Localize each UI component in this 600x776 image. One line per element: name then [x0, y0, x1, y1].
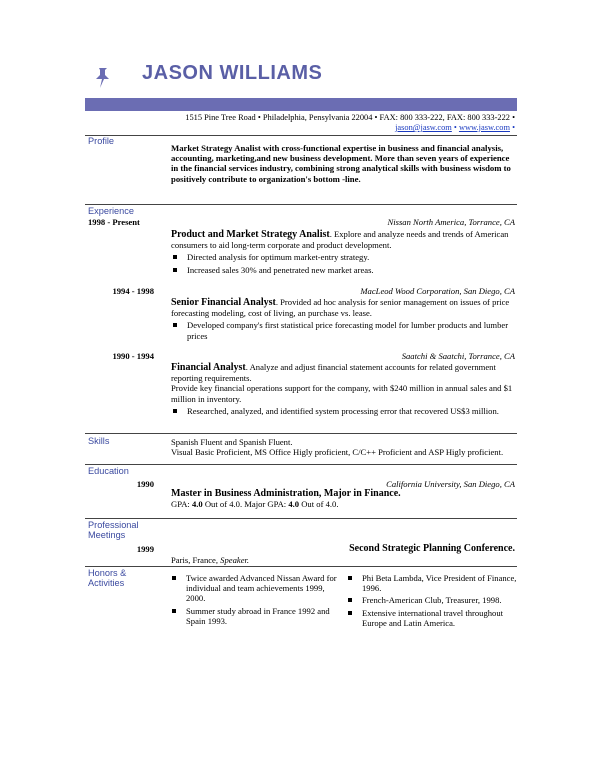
header-accent-bar [85, 98, 517, 111]
honors-heading-line1: Honors & [88, 568, 127, 578]
education-school: California University, San Diego, CA [386, 479, 515, 489]
job-title: Senior Financial Analyst [171, 297, 276, 308]
job-dates: 1990 - 1994 [112, 351, 154, 361]
meeting-location: Paris, France, [171, 555, 221, 565]
gpa-out-of: Out of 4.0. Major GPA: [202, 499, 289, 510]
list-item: Developed company's first statistical price forecasting model for lumber products and lumber prices [171, 320, 517, 340]
honors-right-list [346, 573, 518, 628]
gpa-label: GPA: [171, 499, 192, 510]
list-item: Summer study abroad in France 1992 and Spain 1993. [170, 606, 340, 626]
honors-left-column [170, 571, 340, 628]
degree-end: . [398, 488, 401, 499]
job-description: . Analyze and adjust financial statement accounts for related government reporting requirements. [171, 362, 496, 384]
profile-text: Market Strategy Analist with cross-functional expertise in business and financial analysis, accounting, marketing,and new business development. More than seven years of experience in the financial services industry, combining strong analytical skills with business wisdom to positively contribute to organization's bottom -line. [171, 143, 511, 184]
experience-heading: Experience [88, 206, 134, 216]
degree-title: Master in Business Administration, Major in Finance [171, 488, 399, 499]
honors-right-column [346, 571, 518, 630]
job-description-extra: Provide key financial operations support for the company, with $240 million in annual sales and $1 million in inventory. [171, 383, 513, 404]
job-bullets [171, 252, 517, 274]
job-dates: 1998 - Present [88, 217, 140, 227]
meetings-heading-line1: Professional [88, 520, 139, 530]
meeting-role: Speaker. [220, 555, 250, 565]
job-bullets [171, 406, 517, 416]
job-entry [171, 229, 517, 277]
job-title: Financial Analyst [171, 362, 246, 373]
section-divider [85, 518, 517, 519]
major-gpa-out-of: Out of 4.0. [299, 499, 339, 510]
list-item: Increased sales 30% and penetrated new market areas. [171, 265, 517, 275]
skills-heading: Skills [88, 436, 110, 446]
major-gpa-value: 4.0 [288, 499, 300, 510]
meeting-place [171, 555, 517, 565]
education-heading: Education [88, 466, 129, 476]
address-line: 1515 Pine Tree Road • Philadelphia, Pensylvania 22004 • FAX: 800 333-222, FAX: 800 333-222 • [185, 113, 515, 122]
list-item: Twice awarded Advanced Nissan Award for individual and team achievements 1999, 2000. [170, 573, 340, 604]
honors-heading [88, 568, 126, 588]
job-entry [171, 362, 517, 418]
candidate-name: JASON WILLIAMS [142, 62, 323, 84]
list-item: Researched, analyzed, and identified system processing error that recovered US$3 million. [171, 406, 517, 416]
separator: • [451, 123, 459, 132]
list-item: French-American Club, Treasurer, 1998. [346, 595, 518, 605]
website-link[interactable]: www.jasw.com [458, 123, 510, 132]
skills-text [171, 437, 506, 457]
skills-technical: Visual Basic Proficient, MS Office Higly proficient, C/C++ Proficient and ASP Higly proficient. [171, 447, 504, 458]
job-employer: Nissan North America, Torrance, CA [387, 217, 515, 227]
section-divider [85, 566, 517, 567]
job-title: Product and Market Strategy Analist [171, 229, 330, 240]
section-divider [85, 204, 517, 205]
list-item: Directed analysis for optimum market-entry strategy. [171, 252, 517, 262]
job-entry [171, 297, 517, 343]
section-divider [85, 135, 517, 136]
list-item: Phi Beta Lambda, Vice President of Finance, 1996. [346, 573, 518, 593]
conference-title [349, 544, 515, 554]
meeting-year: 1999 [136, 544, 154, 554]
gpa-value: 4.0 [191, 499, 203, 510]
job-description: . Provided ad hoc analysis for senior management on issues of price forecasting modeling, cost of living, an purchase vs. lease. [171, 297, 510, 319]
job-employer: MacLeod Wood Corporation, San Diego, CA [360, 286, 515, 296]
meetings-heading [88, 520, 139, 540]
section-divider [85, 433, 517, 434]
honors-left-list [170, 573, 340, 626]
gpa-line [171, 499, 517, 509]
meetings-heading-line2: Meetings [88, 530, 126, 541]
education-entry [171, 489, 517, 509]
pushpin-icon [92, 66, 116, 92]
section-divider [85, 464, 517, 465]
education-year: 1990 [136, 479, 154, 489]
contact-links: jason@jasw.com • www.jasw.com • [395, 123, 515, 132]
skills-languages: Spanish Fluent and Spanish Fluent. [171, 437, 293, 447]
conference-end: . [512, 543, 515, 554]
profile-heading: Profile [88, 136, 115, 146]
job-description: . Explore and analyze needs and trends of American consumers to aid long-term corporate and product development. [171, 229, 509, 251]
list-item: Extensive international travel throughout Europe and Latin America. [346, 608, 518, 628]
degree-line [171, 489, 517, 499]
conference-name: Second Strategic Planning Conference [349, 543, 513, 554]
honors-heading-line2: Activities [88, 578, 125, 589]
job-dates: 1994 - 1998 [112, 286, 154, 296]
email-link[interactable]: jason@jasw.com [395, 123, 452, 132]
job-employer: Saatchi & Saatchi, Torrance, CA [401, 351, 515, 361]
job-bullets [171, 320, 517, 340]
